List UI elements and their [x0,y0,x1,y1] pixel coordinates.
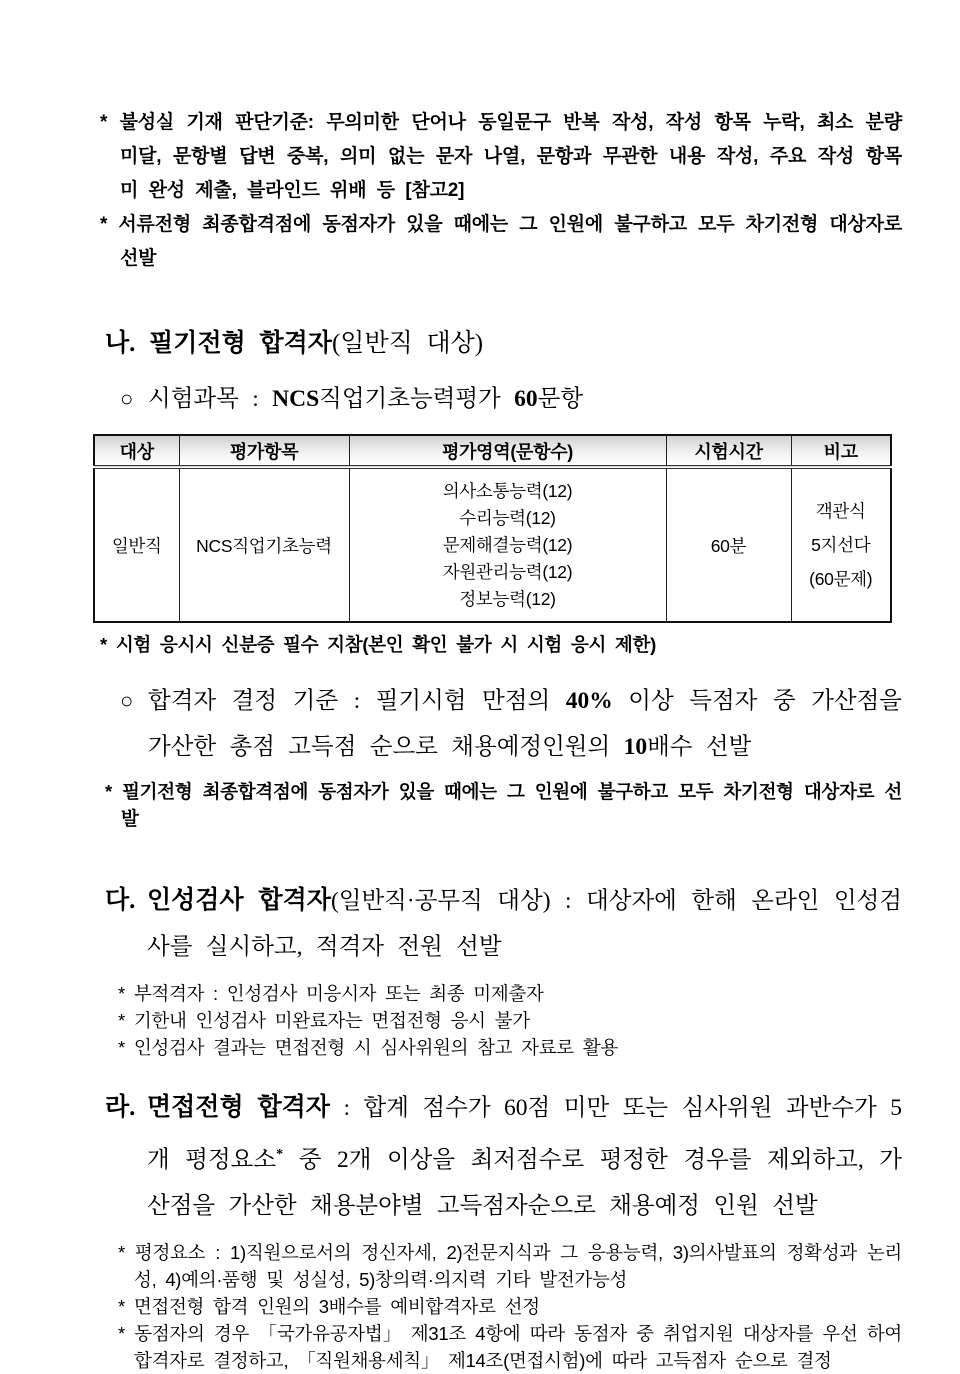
subject-ncs: NCS [272,386,320,412]
area-item: 문제해결능력(12) [442,534,573,555]
area-item: 정보능력(12) [459,588,556,609]
cell-remarks [791,467,891,622]
section-title-suffix: (일반직·공무직 대상) [330,888,551,914]
note-rating-factors [118,1239,902,1293]
area-item: 수리능력(12) [459,507,556,528]
area-item: 의사소통능력(12) [442,480,573,501]
criteria-multiple: 10 [623,734,648,760]
note-insincere-criteria [100,106,902,208]
asterisk-marker: * [100,634,107,655]
note-text: 부적격자 : 인성검사 미응시자 또는 최종 미제출자 [133,983,544,1004]
cell-item: NCS직업기초능력 [179,467,349,622]
header-remarks: 비고 [791,435,891,467]
remark-line: 5지선다 [811,535,871,555]
note-tiebreak-law [118,1320,902,1374]
note-text: 시험 응시시 신분증 필수 지참(본인 확인 불가 시 시험 응시 제한) [115,634,656,655]
section-body: : 합계 점수가 60점 미만 또는 심사위원 과반수가 5개 평정요소 [147,1095,903,1173]
header-time: 시험시간 [666,435,791,467]
note-text: 불성실 기재 판단기준: 무의미한 단어나 동일문구 반복 작성, 작성 항목 누락, 최소 분량 미달, 문항별 답변 중복, 의미 없는 문자 나열, 문항과 무관한 내용 작성, 주요 작성 항목 미 완성 제출, 블라인드 위배 등 [참고2] [119,112,902,201]
subject-tail: 문항 [537,386,584,412]
note-text: 서류전형 최종합격점에 동점자가 있을 때에는 그 인원에 불구하고 모두 차기전형 대상자로 선발 [118,214,902,269]
section-label: 라. [105,1094,136,1121]
footnote-asterisk: * [276,1146,284,1162]
remark-line: 객관식 [815,501,866,521]
note-text: 평정요소 : 1)직원으로서의 정신자세, 2)전문지식과 그 응용능력, 3)의사발표의 정확성과 논리성, 4)예의·품행 및 성실성, 5)창의력·의지력 기타 발전가능성 [134,1241,902,1290]
note-text: 기한내 인성검사 미완료자는 면접전형 응시 불가 [133,1010,530,1031]
subject-line [120,376,902,422]
criteria-paragraph [120,678,902,770]
asterisk-marker: * [100,112,108,133]
section-label: 다. [105,887,136,914]
asterisk-marker: * [118,1295,125,1317]
section-title: 필기전형 합격자 [149,330,332,357]
da-notes-block [118,980,902,1061]
asterisk-marker: * [100,214,108,235]
note-deadline [118,1007,902,1034]
section-body-after: 중 2개 이상을 최저점수로 평정한 경우를 제외하고, 가산점을 가산한 채용분야별 고득점자순으로 채용예정 인원 선발 [147,1146,902,1219]
note-text: 필기전형 최종합격점에 동점자가 있을 때에는 그 인원에 불구하고 모두 차기전형 대상자로 선발 [121,781,902,829]
asterisk-marker: * [118,1241,125,1263]
asterisk-marker: * [105,781,112,802]
header-item: 평가항목 [179,435,349,467]
cell-target: 일반직 [94,467,179,622]
note-result-usage [118,1034,902,1061]
section-ra-paragraph [105,1085,902,1229]
asterisk-marker: * [118,983,125,1004]
section-title: 인성검사 합격자 [147,887,331,914]
subject-lead: 시험과목 : [148,386,273,412]
cell-areas [349,467,666,622]
note-unqualified [118,980,902,1007]
section-label: 나. [105,330,136,357]
section-na-heading [105,326,902,362]
section-title-suffix: (일반직 대상) [331,330,484,357]
section-body: : 대상자에 한해 온라인 인성검사를 실시하고, 적격자 전원 선발 [147,888,902,960]
subject-mid: 직업기초능력평가 [319,386,515,412]
circle-bullet-icon: ○ [120,386,134,411]
note-text: 동점자의 경우 「국가유공자법」 제31조 4항에 따라 동점자 중 취업지원 대상자를 우선 하여 합격자로 결정하고, 「직원채용세칙」 제14조(면접시험)에 따라 고득점자 순으로 결정 [134,1322,902,1371]
header-target: 대상 [94,435,179,467]
written-tie-note [105,778,902,832]
table-header-row [94,435,891,467]
exam-table [93,434,892,623]
cell-time: 60분 [666,467,791,622]
section-da-paragraph [105,878,902,970]
table-row [94,467,891,622]
id-note [100,631,902,658]
remark-line: (60문제) [809,569,873,589]
header-areas: 평가영역(문항수) [349,435,666,467]
criteria-percent: 40% [565,688,613,714]
asterisk-marker: * [118,1010,125,1031]
criteria-tail: 배수 선발 [647,734,752,760]
criteria-mid: 이상 득점자 중 가산점을 가산한 총점 고득점 순으로 채용예정인원의 [148,688,902,760]
note-reserve-list [118,1293,902,1320]
note-text: 인성검사 결과는 면접전형 시 심사위원의 참고 자료로 활용 [133,1037,618,1058]
top-notes-block [100,106,902,276]
area-item: 자원관리능력(12) [442,561,573,582]
note-document-tie [100,208,902,276]
asterisk-marker: * [118,1322,125,1344]
asterisk-marker: * [118,1037,125,1058]
circle-bullet-icon: ○ [120,688,134,713]
subject-count: 60 [514,386,538,412]
ra-notes-block [118,1239,902,1374]
section-title: 면접전형 합격자 [147,1094,330,1121]
note-text: 면접전형 합격 인원의 3배수를 예비합격자로 선정 [133,1295,540,1317]
criteria-lead: 합격자 결정 기준 : 필기시험 만점의 [148,688,566,714]
